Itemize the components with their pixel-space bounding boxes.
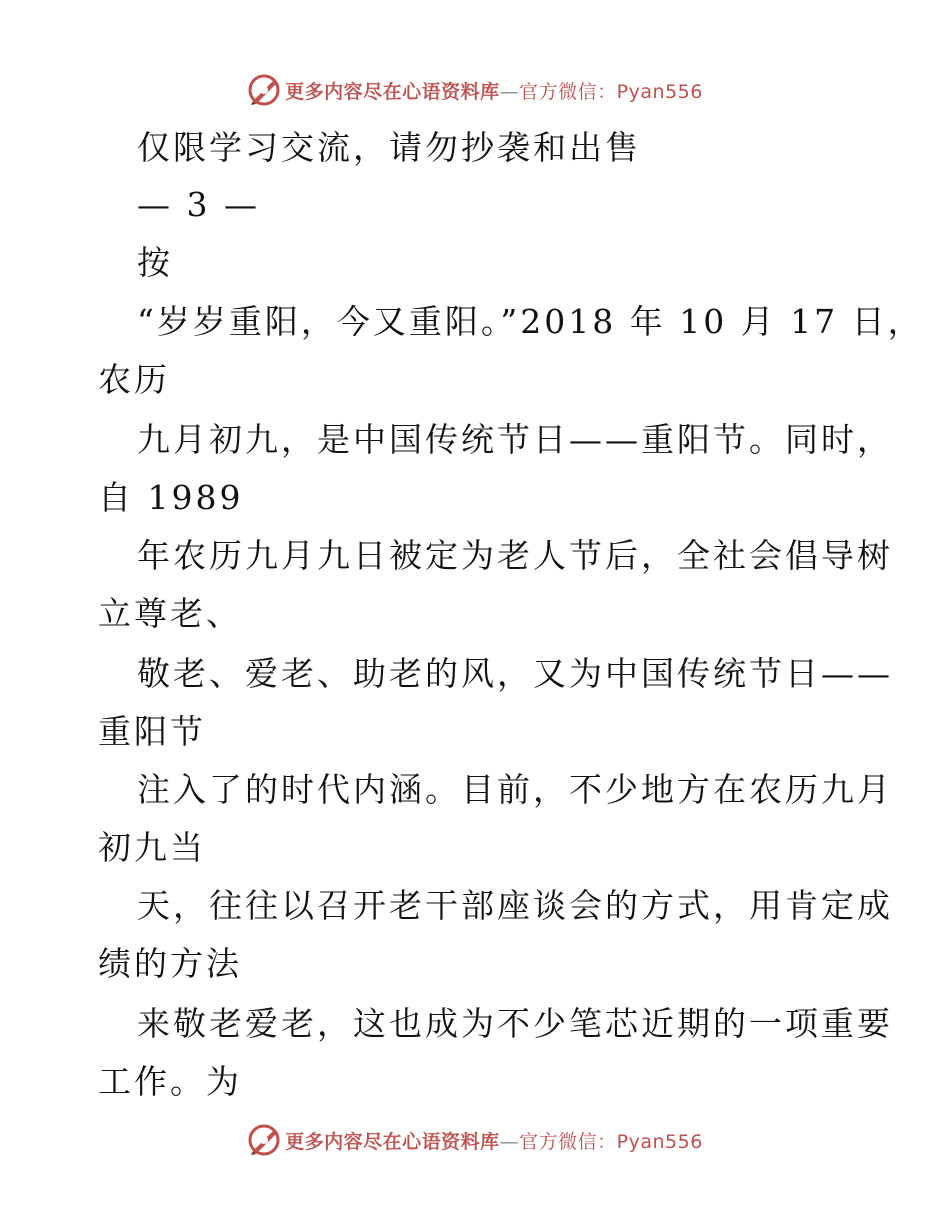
body-line: 农历 — [98, 360, 170, 399]
body-line: 九月初九，是中国传统节日——重阳节。同时， — [137, 420, 893, 459]
header-banner-text — [285, 77, 703, 104]
page-number: — 3 — — [137, 185, 260, 224]
body-line: 工作。为 — [98, 1062, 242, 1101]
body-line: “岁岁重阳，今又重阳。”2018 年 10 月 17 日， — [137, 302, 924, 341]
header-banner-tail: 官方微信：Pyan556 — [519, 80, 703, 103]
section-heading: 按 — [137, 243, 173, 282]
body-line: 重阳节 — [98, 712, 206, 751]
pen-logo-icon — [247, 73, 281, 107]
notice-text: 仅限学习交流，请勿抄袭和出售 — [137, 128, 641, 167]
body-line: 敬老、爱老、助老的风，又为中国传统节日—— — [137, 654, 893, 693]
body-line: 绩的方法 — [98, 944, 242, 983]
footer-banner-tail: 官方微信：Pyan556 — [519, 1130, 703, 1153]
pen-logo-icon — [247, 1123, 281, 1157]
body-line: 天，往往以召开老干部座谈会的方式，用肯定成 — [137, 886, 893, 925]
footer-banner-sep: — — [499, 1130, 520, 1153]
footer-banner-main: 更多内容尽在心语资料库 — [285, 1130, 500, 1153]
body-line: 来敬老爱老，这也成为不少笔芯近期的一项重要 — [137, 1004, 893, 1043]
body-line: 立尊老、 — [98, 594, 242, 633]
header-banner-sep: — — [499, 80, 520, 103]
header-banner — [0, 70, 950, 110]
body-line: 年农历九月九日被定为老人节后，全社会倡导树 — [137, 536, 893, 575]
body-line: 自 1989 — [98, 478, 244, 517]
footer-banner-text — [285, 1127, 703, 1154]
body-line: 注入了的时代内涵。目前，不少地方在农历九月 — [137, 770, 893, 809]
footer-banner — [0, 1120, 950, 1160]
header-banner-main: 更多内容尽在心语资料库 — [285, 80, 500, 103]
body-line: 初九当 — [98, 828, 206, 867]
